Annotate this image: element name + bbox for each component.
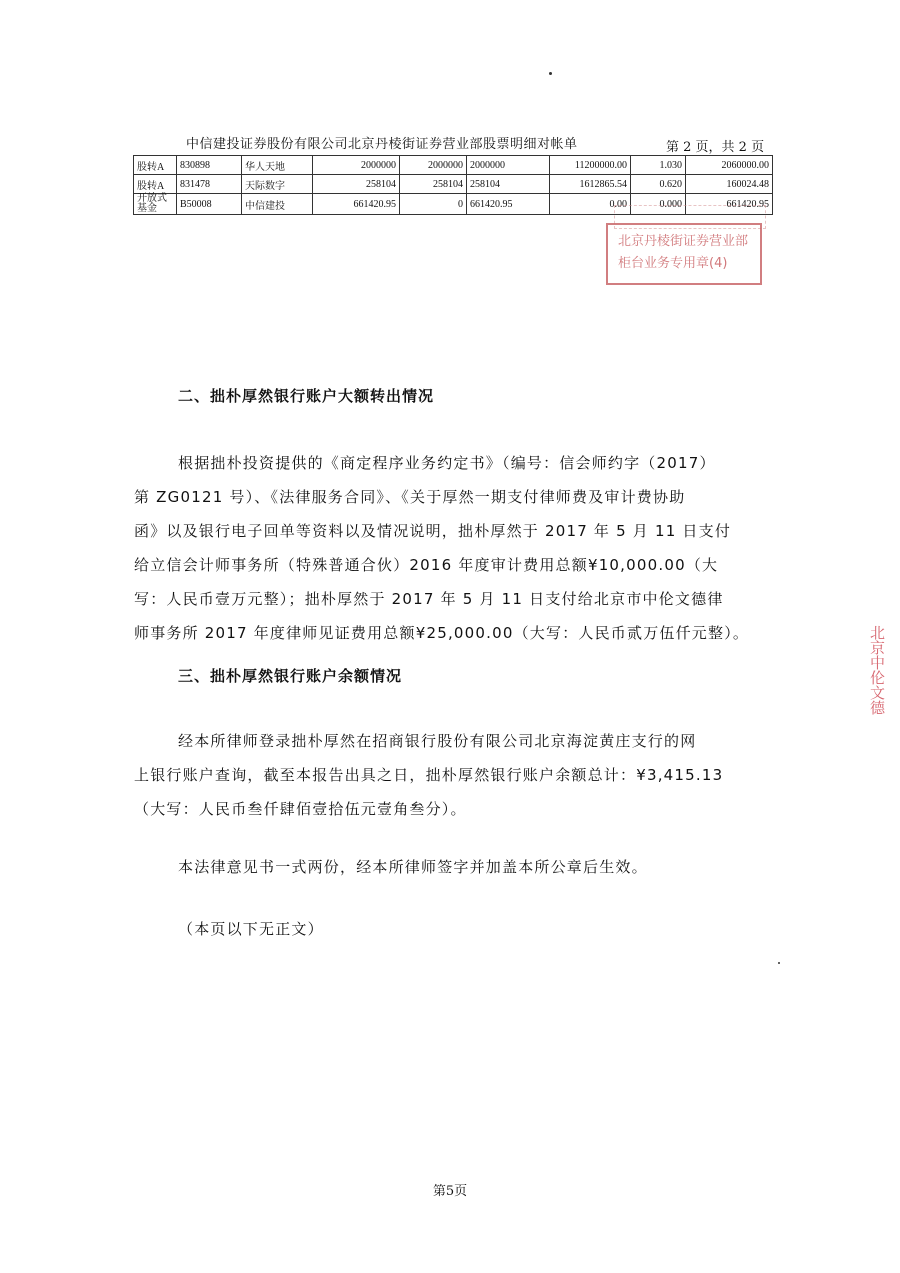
statement-title: 中信建投证券股份有限公司北京丹棱街证券营业部股票明细对帐单 <box>186 137 578 152</box>
seam-seal: 北京中伦文德 <box>868 625 886 715</box>
cell-c4: 1612865.54 <box>550 175 631 194</box>
text-line: 写：人民币壹万元整）；拙朴厚然于 2017 年 5 月 11 日支付给北京市中伦文德律 <box>134 590 724 608</box>
seal-line-2: 柜台业务专用章(4) <box>618 256 728 271</box>
text-line: 上银行账户查询，截至本报告出具之日，拙朴厚然银行账户余额总计：¥3,415.13 <box>134 766 724 784</box>
no-text-note <box>178 912 768 946</box>
cell-type: 股转A <box>134 175 177 194</box>
cell-c3: 661420.95 <box>467 194 550 215</box>
cell-type: 开放式基金 <box>134 194 177 215</box>
scan-speck <box>778 962 780 964</box>
cell-c2: 258104 <box>400 175 467 194</box>
table-row <box>134 156 773 175</box>
brokerage-seal <box>606 223 762 285</box>
cell-c1: 661420.95 <box>313 194 400 215</box>
table-row <box>134 175 773 194</box>
cell-c2: 0 <box>400 194 467 215</box>
page-number: 第5页 <box>432 1184 468 1199</box>
section-3-heading: 三、拙朴厚然银行账户余额情况 <box>178 667 403 685</box>
cell-price: 0.620 <box>631 175 686 194</box>
cell-price: 1.030 <box>631 156 686 175</box>
cell-code: B50008 <box>177 194 242 215</box>
text-line: 第 ZG0121 号）、《法律服务合同》、《关于厚然一期支付律师费及审计费协助 <box>134 488 686 506</box>
cell-c1: 2000000 <box>313 156 400 175</box>
text-line: 经本所律师登录拙朴厚然在招商银行股份有限公司北京海淀黄庄支行的网 <box>178 732 697 750</box>
text-line: 根据拙朴投资提供的《商定程序业务约定书》（编号：信会师约字（2017） <box>178 454 716 472</box>
cell-value: 160024.48 <box>686 175 773 194</box>
cell-c4: 0.00 <box>550 194 631 215</box>
text-line: 本法律意见书一式两份，经本所律师签字并加盖本所公章后生效。 <box>178 858 648 876</box>
cell-c2: 2000000 <box>400 156 467 175</box>
cell-c1: 258104 <box>313 175 400 194</box>
cell-name: 天际数字 <box>242 175 313 194</box>
cell-c3: 2000000 <box>467 156 550 175</box>
text-line: 师事务所 2017 年度律师见证费用总额¥25,000.00（大写：人民币贰万伍仟元整）。 <box>134 624 750 642</box>
seal-line-1: 北京丹棱街证券营业部 <box>618 234 749 249</box>
section-2-heading: 二、拙朴厚然银行账户大额转出情况 <box>178 387 435 405</box>
cell-price: 0.000 <box>631 194 686 215</box>
cell-type: 股转A <box>134 156 177 175</box>
cell-code: 831478 <box>177 175 242 194</box>
cell-name: 中信建投 <box>242 194 313 215</box>
cell-value: 2060000.00 <box>686 156 773 175</box>
cell-name: 华人天地 <box>242 156 313 175</box>
cell-c4: 11200000.00 <box>550 156 631 175</box>
text-line: 给立信会计师事务所（特殊普通合伙）2016 年度审计费用总额¥10,000.00（大 <box>134 556 719 574</box>
cell-c3: 258104 <box>467 175 550 194</box>
section-2-body <box>134 446 768 650</box>
text-line: 函》以及银行电子回单等资料以及情况说明，拙朴厚然于 2017 年 5 月 11 日支付 <box>134 522 732 540</box>
scan-speck <box>549 72 552 75</box>
closing-paragraph <box>178 850 768 884</box>
text-line: （大写：人民币叁仟肆佰壹拾伍元壹角叁分）。 <box>134 800 467 818</box>
text-line: （本页以下无正文） <box>178 920 324 938</box>
statement-page-info: 第 2 页，共 2 页 <box>666 140 765 155</box>
cell-code: 830898 <box>177 156 242 175</box>
cell-value: 661420.95 <box>686 194 773 215</box>
section-3-body <box>134 724 768 826</box>
